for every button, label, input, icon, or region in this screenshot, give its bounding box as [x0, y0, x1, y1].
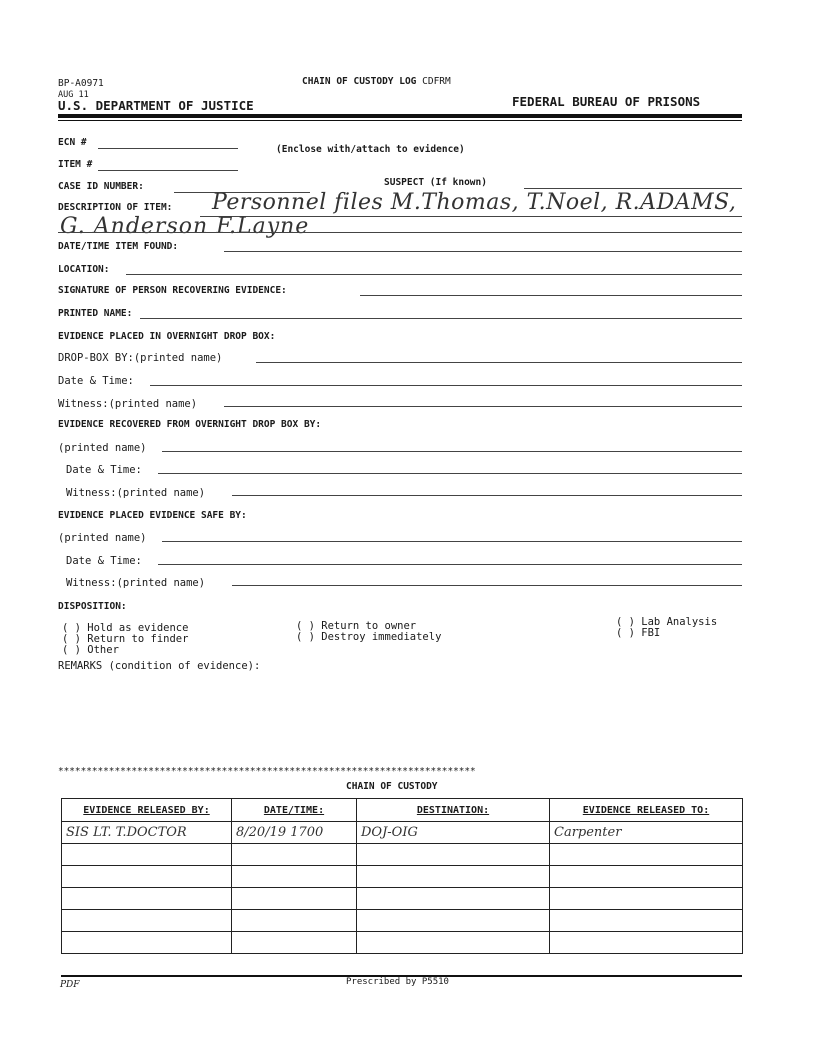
drop-box-placed-heading: EVIDENCE PLACED IN OVERNIGHT DROP BOX:	[58, 331, 276, 342]
safe-date-line[interactable]	[158, 564, 742, 565]
recovered-witness-label: Witness:(printed name)	[66, 487, 206, 499]
table-cell[interactable]	[232, 932, 357, 954]
table-cell[interactable]	[550, 866, 743, 888]
description-label: DESCRIPTION OF ITEM:	[58, 202, 173, 213]
table-cell[interactable]	[550, 910, 743, 932]
footer-prescribed: Prescribed by P5510	[346, 977, 449, 987]
option-destroy-immediately[interactable]: ( ) Destroy immediately	[296, 631, 442, 643]
enclose-note: (Enclose with/attach to evidence)	[276, 144, 465, 155]
safe-witness-line[interactable]	[232, 585, 742, 586]
signature-label: SIGNATURE OF PERSON RECOVERING EVIDENCE:	[58, 285, 287, 296]
disposition-heading: DISPOSITION:	[58, 601, 127, 612]
header-rule-thin	[58, 120, 742, 121]
table-cell[interactable]: DOJ-OIG	[357, 822, 550, 844]
col-released-to: EVIDENCE RELEASED TO:	[550, 799, 743, 822]
safe-heading: EVIDENCE PLACED EVIDENCE SAFE BY:	[58, 510, 247, 521]
footer-pdf: PDF	[60, 980, 80, 990]
table-cell[interactable]	[62, 888, 232, 910]
remarks-label: REMARKS (condition of evidence):	[58, 660, 261, 672]
recovered-date-line[interactable]	[158, 473, 742, 474]
case-id-label: CASE ID NUMBER:	[58, 181, 144, 192]
drop-box-witness-label: Witness:(printed name)	[58, 398, 198, 410]
date-time-found-line[interactable]	[224, 251, 742, 252]
table-cell[interactable]	[357, 866, 550, 888]
table-cell[interactable]: 8/20/19 1700	[232, 822, 357, 844]
department-name: U.S. DEPARTMENT OF JUSTICE	[58, 98, 254, 113]
safe-date-label: Date & Time:	[66, 555, 142, 567]
form-title-code: CDFRM	[422, 76, 451, 87]
printed-name-label: PRINTED NAME:	[58, 308, 133, 319]
drop-box-date-line[interactable]	[150, 385, 742, 386]
option-other[interactable]: ( ) Other	[62, 644, 119, 656]
drop-box-by-label: DROP-BOX BY:(printed name)	[58, 352, 223, 364]
item-label: ITEM #	[58, 159, 93, 170]
table-cell[interactable]	[357, 932, 550, 954]
signature-line[interactable]	[360, 295, 742, 296]
table-row	[62, 866, 743, 888]
form-date: AUG 11	[58, 90, 89, 100]
table-row	[62, 932, 743, 954]
item-input-line[interactable]	[98, 170, 238, 171]
table-cell[interactable]	[357, 844, 550, 866]
drop-box-by-line[interactable]	[256, 362, 742, 363]
option-fbi[interactable]: ( ) FBI	[616, 627, 661, 639]
star-divider: **************************************************************************	[58, 766, 476, 777]
table-cell[interactable]	[550, 888, 743, 910]
table-cell[interactable]	[357, 910, 550, 932]
table-cell[interactable]	[62, 866, 232, 888]
form-title-text: CHAIN OF CUSTODY LOG	[302, 76, 417, 87]
table-row	[62, 822, 743, 844]
drop-box-witness-line[interactable]	[224, 406, 742, 407]
custody-table	[61, 798, 743, 954]
table-row	[62, 910, 743, 932]
table-cell[interactable]: SIS LT. T.DOCTOR	[62, 822, 232, 844]
bureau-name: FEDERAL BUREAU OF PRISONS	[512, 94, 701, 109]
table-cell[interactable]	[232, 844, 357, 866]
header-rule-thick	[58, 114, 742, 118]
table-cell[interactable]	[232, 866, 357, 888]
suspect-input-line[interactable]	[524, 188, 742, 189]
form-title	[302, 76, 451, 87]
table-row	[62, 888, 743, 910]
safe-name-label: (printed name)	[58, 532, 147, 544]
table-row	[62, 844, 743, 866]
option-hold-as-evidence[interactable]: ( ) Hold as evidence	[62, 622, 189, 634]
drop-box-recovered-heading: EVIDENCE RECOVERED FROM OVERNIGHT DROP BOX BY:	[58, 419, 322, 430]
table-cell[interactable]	[550, 844, 743, 866]
location-label: LOCATION:	[58, 264, 110, 275]
table-cell[interactable]: Carpenter	[550, 822, 743, 844]
date-time-found-label: DATE/TIME ITEM FOUND:	[58, 241, 179, 252]
col-date-time: DATE/TIME:	[232, 799, 357, 822]
description-handwritten-2: G. Anderson F.Layne	[60, 214, 310, 239]
table-cell[interactable]	[62, 910, 232, 932]
recovered-name-line[interactable]	[162, 451, 742, 452]
location-line[interactable]	[126, 274, 742, 275]
table-cell[interactable]	[232, 910, 357, 932]
recovered-name-label: (printed name)	[58, 442, 147, 454]
table-cell[interactable]	[357, 888, 550, 910]
col-destination: DESTINATION:	[357, 799, 550, 822]
table-cell[interactable]	[62, 932, 232, 954]
description-handwritten-1: Personnel files M.Thomas, T.Noel, R.ADAMS,	[212, 190, 737, 215]
recovered-date-label: Date & Time:	[66, 464, 142, 476]
form-id: BP-A0971	[58, 78, 104, 89]
table-cell[interactable]	[62, 844, 232, 866]
printed-name-line[interactable]	[140, 318, 742, 319]
option-return-to-finder[interactable]: ( ) Return to finder	[62, 633, 189, 645]
description-input-line-2[interactable]	[58, 232, 742, 233]
custody-heading: CHAIN OF CUSTODY	[346, 781, 438, 792]
option-return-to-owner[interactable]: ( ) Return to owner	[296, 620, 417, 632]
table-cell[interactable]	[550, 932, 743, 954]
suspect-label: SUSPECT (If known)	[384, 177, 487, 188]
ecn-input-line[interactable]	[98, 148, 238, 149]
table-cell[interactable]	[232, 888, 357, 910]
drop-box-date-label: Date & Time:	[58, 375, 134, 387]
recovered-witness-line[interactable]	[232, 495, 742, 496]
safe-name-line[interactable]	[162, 541, 742, 542]
safe-witness-label: Witness:(printed name)	[66, 577, 206, 589]
option-lab-analysis[interactable]: ( ) Lab Analysis	[616, 616, 718, 628]
col-released-by: EVIDENCE RELEASED BY:	[62, 799, 232, 822]
custody-header-row	[62, 799, 743, 822]
ecn-label: ECN #	[58, 137, 87, 148]
